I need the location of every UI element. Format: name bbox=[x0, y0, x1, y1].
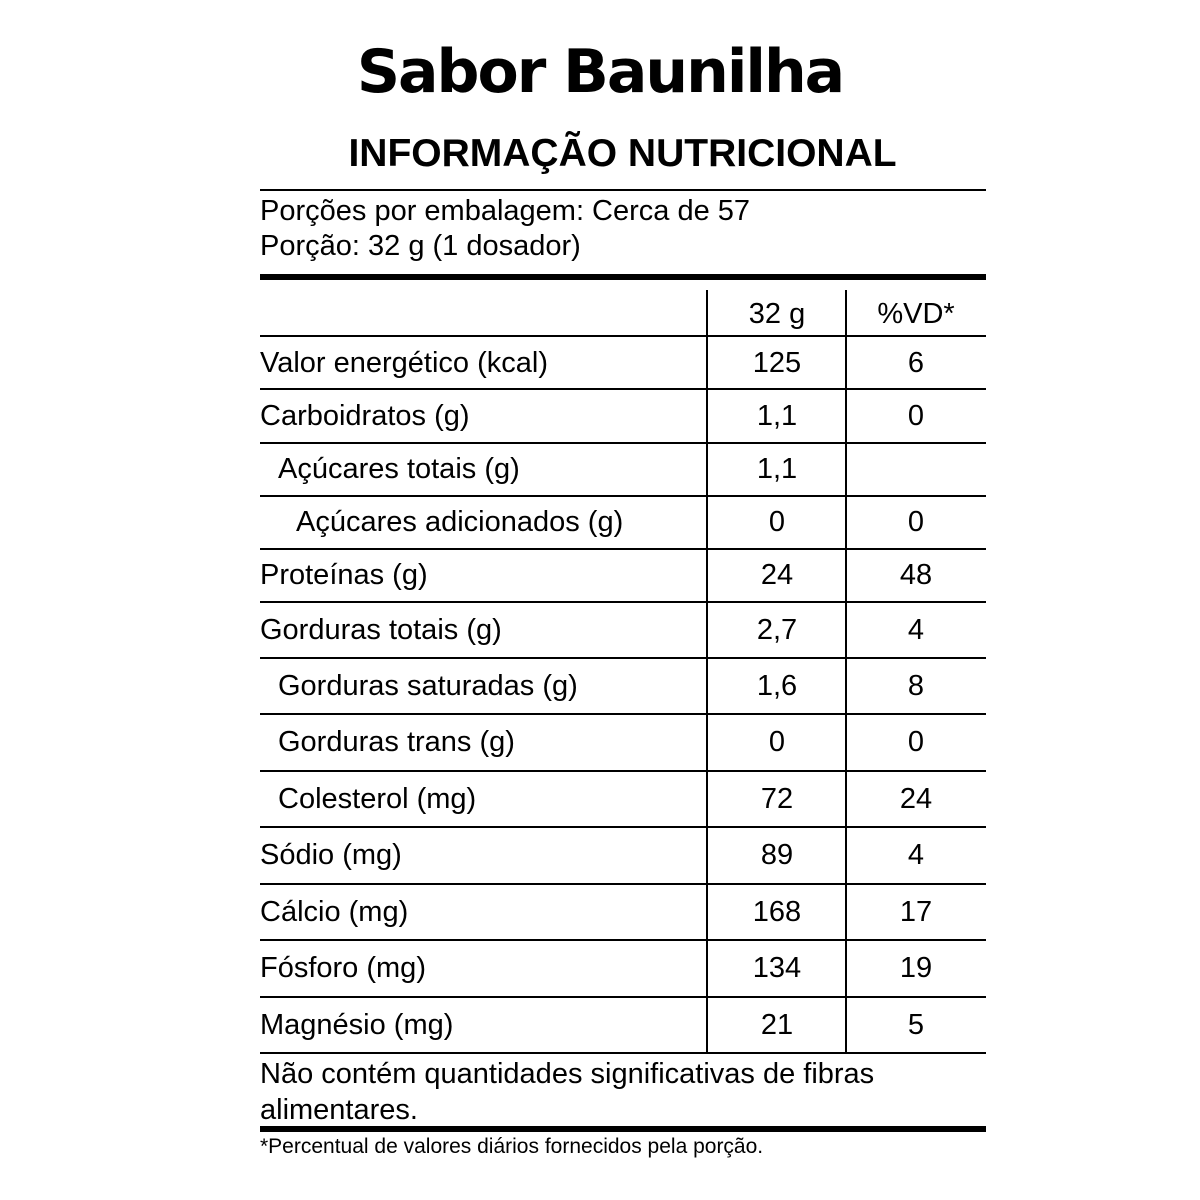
nutrient-label: Magnésio (mg) bbox=[260, 1008, 454, 1041]
nutrient-amount: 0 bbox=[768, 726, 786, 758]
fiber-footnote: Não contém quantidades significativas de fibras alimentares. bbox=[260, 1058, 875, 1126]
nutrient-daily-value: 8 bbox=[907, 669, 925, 702]
daily-value-note: *Percentual de valores diários fornecidos pela porção. bbox=[260, 1135, 764, 1158]
nutrition-row bbox=[260, 602, 986, 658]
nutrient-label: Proteínas (g) bbox=[260, 559, 428, 591]
thick-divider bbox=[260, 274, 986, 280]
nutrient-amount: 168 bbox=[752, 895, 802, 928]
nutrient-label: Colesterol (mg) bbox=[278, 782, 477, 815]
nutrition-row bbox=[260, 389, 986, 443]
nutrient-label: Sódio (mg) bbox=[260, 839, 402, 871]
nutrition-row bbox=[260, 549, 986, 602]
nutrition-row bbox=[260, 337, 986, 389]
nutrient-daily-value: 4 bbox=[907, 839, 925, 871]
nutrient-amount: 89 bbox=[760, 839, 794, 871]
row-divider bbox=[260, 1052, 986, 1054]
nutrient-label: Gorduras trans (g) bbox=[278, 726, 515, 758]
nutrient-daily-value: 6 bbox=[907, 346, 925, 379]
serving-size: Porção: 32 g (1 dosador) bbox=[260, 230, 581, 262]
servings-per-package: Porções por embalagem: Cerca de 57 bbox=[260, 195, 751, 227]
nutrient-amount: 1,1 bbox=[756, 453, 798, 485]
nutrient-amount: 24 bbox=[760, 559, 794, 591]
nutrient-daily-value: 0 bbox=[907, 506, 925, 538]
bottom-thick-divider bbox=[260, 1126, 986, 1132]
nutrition-row bbox=[260, 496, 986, 549]
nutrient-daily-value bbox=[846, 443, 986, 496]
nutrition-row bbox=[260, 940, 986, 997]
nutrition-row bbox=[260, 997, 986, 1053]
nutrient-label: Carboidratos (g) bbox=[260, 399, 470, 432]
nutrition-row bbox=[260, 443, 986, 496]
column-divider-left bbox=[706, 290, 708, 1052]
nutrition-row bbox=[260, 714, 986, 771]
nutrient-daily-value: 24 bbox=[899, 782, 933, 815]
nutrient-label: Açúcares totais (g) bbox=[278, 453, 520, 485]
column-divider-right bbox=[845, 290, 847, 1052]
nutrient-amount: 1,6 bbox=[756, 669, 798, 702]
nutrient-amount: 72 bbox=[760, 782, 794, 815]
nutrition-row bbox=[260, 827, 986, 884]
nutrient-daily-value: 5 bbox=[907, 1008, 925, 1041]
nutrient-daily-value: 19 bbox=[899, 952, 933, 984]
nutrition-row bbox=[260, 884, 986, 940]
daily-value-column-header: %VD* bbox=[877, 298, 955, 330]
nutrient-label: Gorduras totais (g) bbox=[260, 613, 502, 646]
amount-column-header: 32 g bbox=[748, 298, 806, 330]
nutrient-amount: 21 bbox=[760, 1008, 794, 1041]
nutrient-amount: 0 bbox=[768, 506, 786, 538]
nutrition-row bbox=[260, 658, 986, 714]
nutrient-amount: 134 bbox=[752, 952, 802, 984]
nutrient-daily-value: 0 bbox=[907, 399, 925, 432]
nutrient-amount: 2,7 bbox=[756, 613, 798, 646]
nutrient-daily-value: 4 bbox=[907, 613, 925, 646]
nutrient-daily-value: 48 bbox=[899, 559, 933, 591]
nutrient-daily-value: 17 bbox=[899, 895, 933, 928]
nutrient-label: Fósforo (mg) bbox=[260, 952, 426, 984]
nutrient-label: Açúcares adicionados (g) bbox=[296, 506, 624, 538]
nutrient-label: Cálcio (mg) bbox=[260, 895, 409, 928]
product-title: Sabor Baunilha bbox=[356, 37, 844, 107]
nutrient-amount: 1,1 bbox=[756, 399, 798, 432]
nutrient-daily-value: 0 bbox=[907, 726, 925, 758]
nutrient-label: Gorduras saturadas (g) bbox=[278, 669, 578, 702]
nutrient-amount: 125 bbox=[752, 346, 802, 379]
top-divider bbox=[260, 189, 986, 191]
section-title: INFORMAÇÃO NUTRICIONAL bbox=[348, 132, 897, 175]
nutrition-row bbox=[260, 771, 986, 827]
nutrient-label: Valor energético (kcal) bbox=[260, 346, 548, 379]
